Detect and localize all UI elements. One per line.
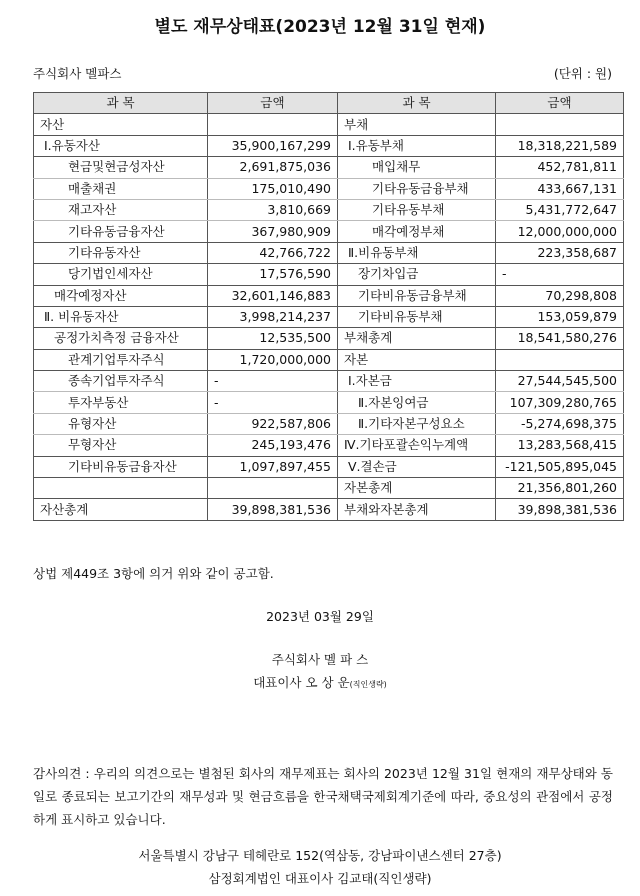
legal-notice: 상법 제449조 3항에 의거 위와 같이 공고함. xyxy=(33,566,274,581)
amount: 3,810,669 xyxy=(208,199,338,220)
account-label: 종속기업투자주식 xyxy=(34,371,208,392)
table-row xyxy=(34,478,624,499)
account-label: 부채와자본총계 xyxy=(338,499,496,520)
account-label: 매각예정자산 xyxy=(34,285,208,306)
amount xyxy=(496,349,624,370)
table-row-total xyxy=(34,499,624,520)
company-name: 주식회사 멜파스 xyxy=(33,66,122,81)
amount: -121,505,895,045 xyxy=(496,456,624,477)
header-amount-left: 금액 xyxy=(208,93,338,114)
account-label: 기타유동자산 xyxy=(34,242,208,263)
amount: 107,309,280,765 xyxy=(496,392,624,413)
amount xyxy=(496,114,624,135)
signature-ceo xyxy=(0,673,640,691)
amount: 367,980,909 xyxy=(208,221,338,242)
amount: 5,431,772,647 xyxy=(496,199,624,220)
table-row xyxy=(34,306,624,327)
account-label: 자본총계 xyxy=(338,478,496,499)
account-label: Ⅱ.비유동부채 xyxy=(338,242,496,263)
account-label: Ⅰ.유동자산 xyxy=(34,135,208,156)
amount: 21,356,801,260 xyxy=(496,478,624,499)
amount: 452,781,811 xyxy=(496,157,624,178)
amount: - xyxy=(208,392,338,413)
unit-label: (단위 : 원) xyxy=(553,66,612,81)
account-label: 기타유동부채 xyxy=(338,199,496,220)
account-label: 매각예정부채 xyxy=(338,221,496,242)
amount: 2,691,875,036 xyxy=(208,157,338,178)
account-label: Ⅱ.기타자본구성요소 xyxy=(338,413,496,434)
account-label: 자산총계 xyxy=(34,499,208,520)
account-label: 재고자산 xyxy=(34,199,208,220)
ceo-name: 대표이사 오 상 운 xyxy=(253,675,350,690)
amount: 1,720,000,000 xyxy=(208,349,338,370)
account-label: 기타비유동금융부채 xyxy=(338,285,496,306)
amount: 12,535,500 xyxy=(208,328,338,349)
account-label: 관계기업투자주식 xyxy=(34,349,208,370)
table-row xyxy=(34,328,624,349)
audit-opinion: 감사의견 : 우리의 의견으로는 별첨된 회사의 재무제표는 회사의 2023년 12월 31일 현재의 재무상태와 동일로 종료되는 보고기간의 재무성과 및 현금흐름을 한국채택국제회계기준에 따라, 중요성의 관점에서 공정하게 표시하고 있습니다. xyxy=(33,766,613,827)
account-label: 공정가치측정 금융자산 xyxy=(34,328,208,349)
amount: 70,298,808 xyxy=(496,285,624,306)
table-row xyxy=(34,157,624,178)
account-label: 당기법인세자산 xyxy=(34,264,208,285)
amount: 13,283,568,415 xyxy=(496,435,624,456)
amount: 42,766,722 xyxy=(208,242,338,263)
amount: 18,318,221,589 xyxy=(496,135,624,156)
account-label: Ⅰ.유동부채 xyxy=(338,135,496,156)
auditor-address: 서울특별시 강남구 테헤란로 152(역삼동, 강남파이낸스센터 27층) xyxy=(138,848,502,863)
amount xyxy=(208,114,338,135)
amount: - xyxy=(496,264,624,285)
table-row xyxy=(34,349,624,370)
table-row xyxy=(34,242,624,263)
amount: 39,898,381,536 xyxy=(496,499,624,520)
account-label: 매출채권 xyxy=(34,178,208,199)
page-title: 별도 재무상태표(2023년 12월 31일 현재) xyxy=(154,17,486,37)
account-label: 자산 xyxy=(34,114,208,135)
table-row xyxy=(34,114,624,135)
account-label: 유형자산 xyxy=(34,413,208,434)
amount: 17,576,590 xyxy=(208,264,338,285)
table-row xyxy=(34,392,624,413)
amount: 18,541,580,276 xyxy=(496,328,624,349)
table-row xyxy=(34,285,624,306)
account-label: 기타유동금융부채 xyxy=(338,178,496,199)
amount: - xyxy=(208,371,338,392)
account-label: 부채총계 xyxy=(338,328,496,349)
table-header-row xyxy=(34,93,624,114)
table-row xyxy=(34,456,624,477)
table-row xyxy=(34,413,624,434)
amount: 922,587,806 xyxy=(208,413,338,434)
account-label: 부채 xyxy=(338,114,496,135)
account-label xyxy=(34,478,208,499)
table-row xyxy=(34,221,624,242)
signature-company: 주식회사 멜 파 스 xyxy=(271,652,369,667)
account-label: 현금및현금성자산 xyxy=(34,157,208,178)
account-label: Ⅱ.자본잉여금 xyxy=(338,392,496,413)
announcement-date: 2023년 03월 29일 xyxy=(266,609,374,624)
header-account-left: 과 목 xyxy=(34,93,208,114)
account-label: 자본 xyxy=(338,349,496,370)
account-label: Ⅱ. 비유동자산 xyxy=(34,306,208,327)
amount: 3,998,214,237 xyxy=(208,306,338,327)
account-label: Ⅳ.기타포괄손익누계액 xyxy=(338,435,496,456)
amount: 223,358,687 xyxy=(496,242,624,263)
account-label: 장기차입금 xyxy=(338,264,496,285)
seal-note: (직인생략) xyxy=(349,680,387,689)
header-account-right: 과 목 xyxy=(338,93,496,114)
account-label: 기타유동금융자산 xyxy=(34,221,208,242)
account-label: Ⅴ.결손금 xyxy=(338,456,496,477)
table-row xyxy=(34,135,624,156)
amount: 39,898,381,536 xyxy=(208,499,338,520)
auditor-name: 삼정회계법인 대표이사 김교태(직인생략) xyxy=(208,871,432,886)
amount: 175,010,490 xyxy=(208,178,338,199)
amount: 433,667,131 xyxy=(496,178,624,199)
amount: 32,601,146,883 xyxy=(208,285,338,306)
balance-sheet-table xyxy=(33,92,624,521)
header-amount-right: 금액 xyxy=(496,93,624,114)
amount: 245,193,476 xyxy=(208,435,338,456)
table-row xyxy=(34,264,624,285)
amount: -5,274,698,375 xyxy=(496,413,624,434)
account-label: 기타비유동금융자산 xyxy=(34,456,208,477)
amount: 35,900,167,299 xyxy=(208,135,338,156)
account-label: 투자부동산 xyxy=(34,392,208,413)
account-label: Ⅰ.자본금 xyxy=(338,371,496,392)
amount: 27,544,545,500 xyxy=(496,371,624,392)
table-row xyxy=(34,178,624,199)
table-row xyxy=(34,199,624,220)
amount: 12,000,000,000 xyxy=(496,221,624,242)
amount xyxy=(208,478,338,499)
account-label: 무형자산 xyxy=(34,435,208,456)
account-label: 기타비유동부채 xyxy=(338,306,496,327)
account-label: 매입채무 xyxy=(338,157,496,178)
amount: 153,059,879 xyxy=(496,306,624,327)
table-row xyxy=(34,371,624,392)
amount: 1,097,897,455 xyxy=(208,456,338,477)
table-row xyxy=(34,435,624,456)
